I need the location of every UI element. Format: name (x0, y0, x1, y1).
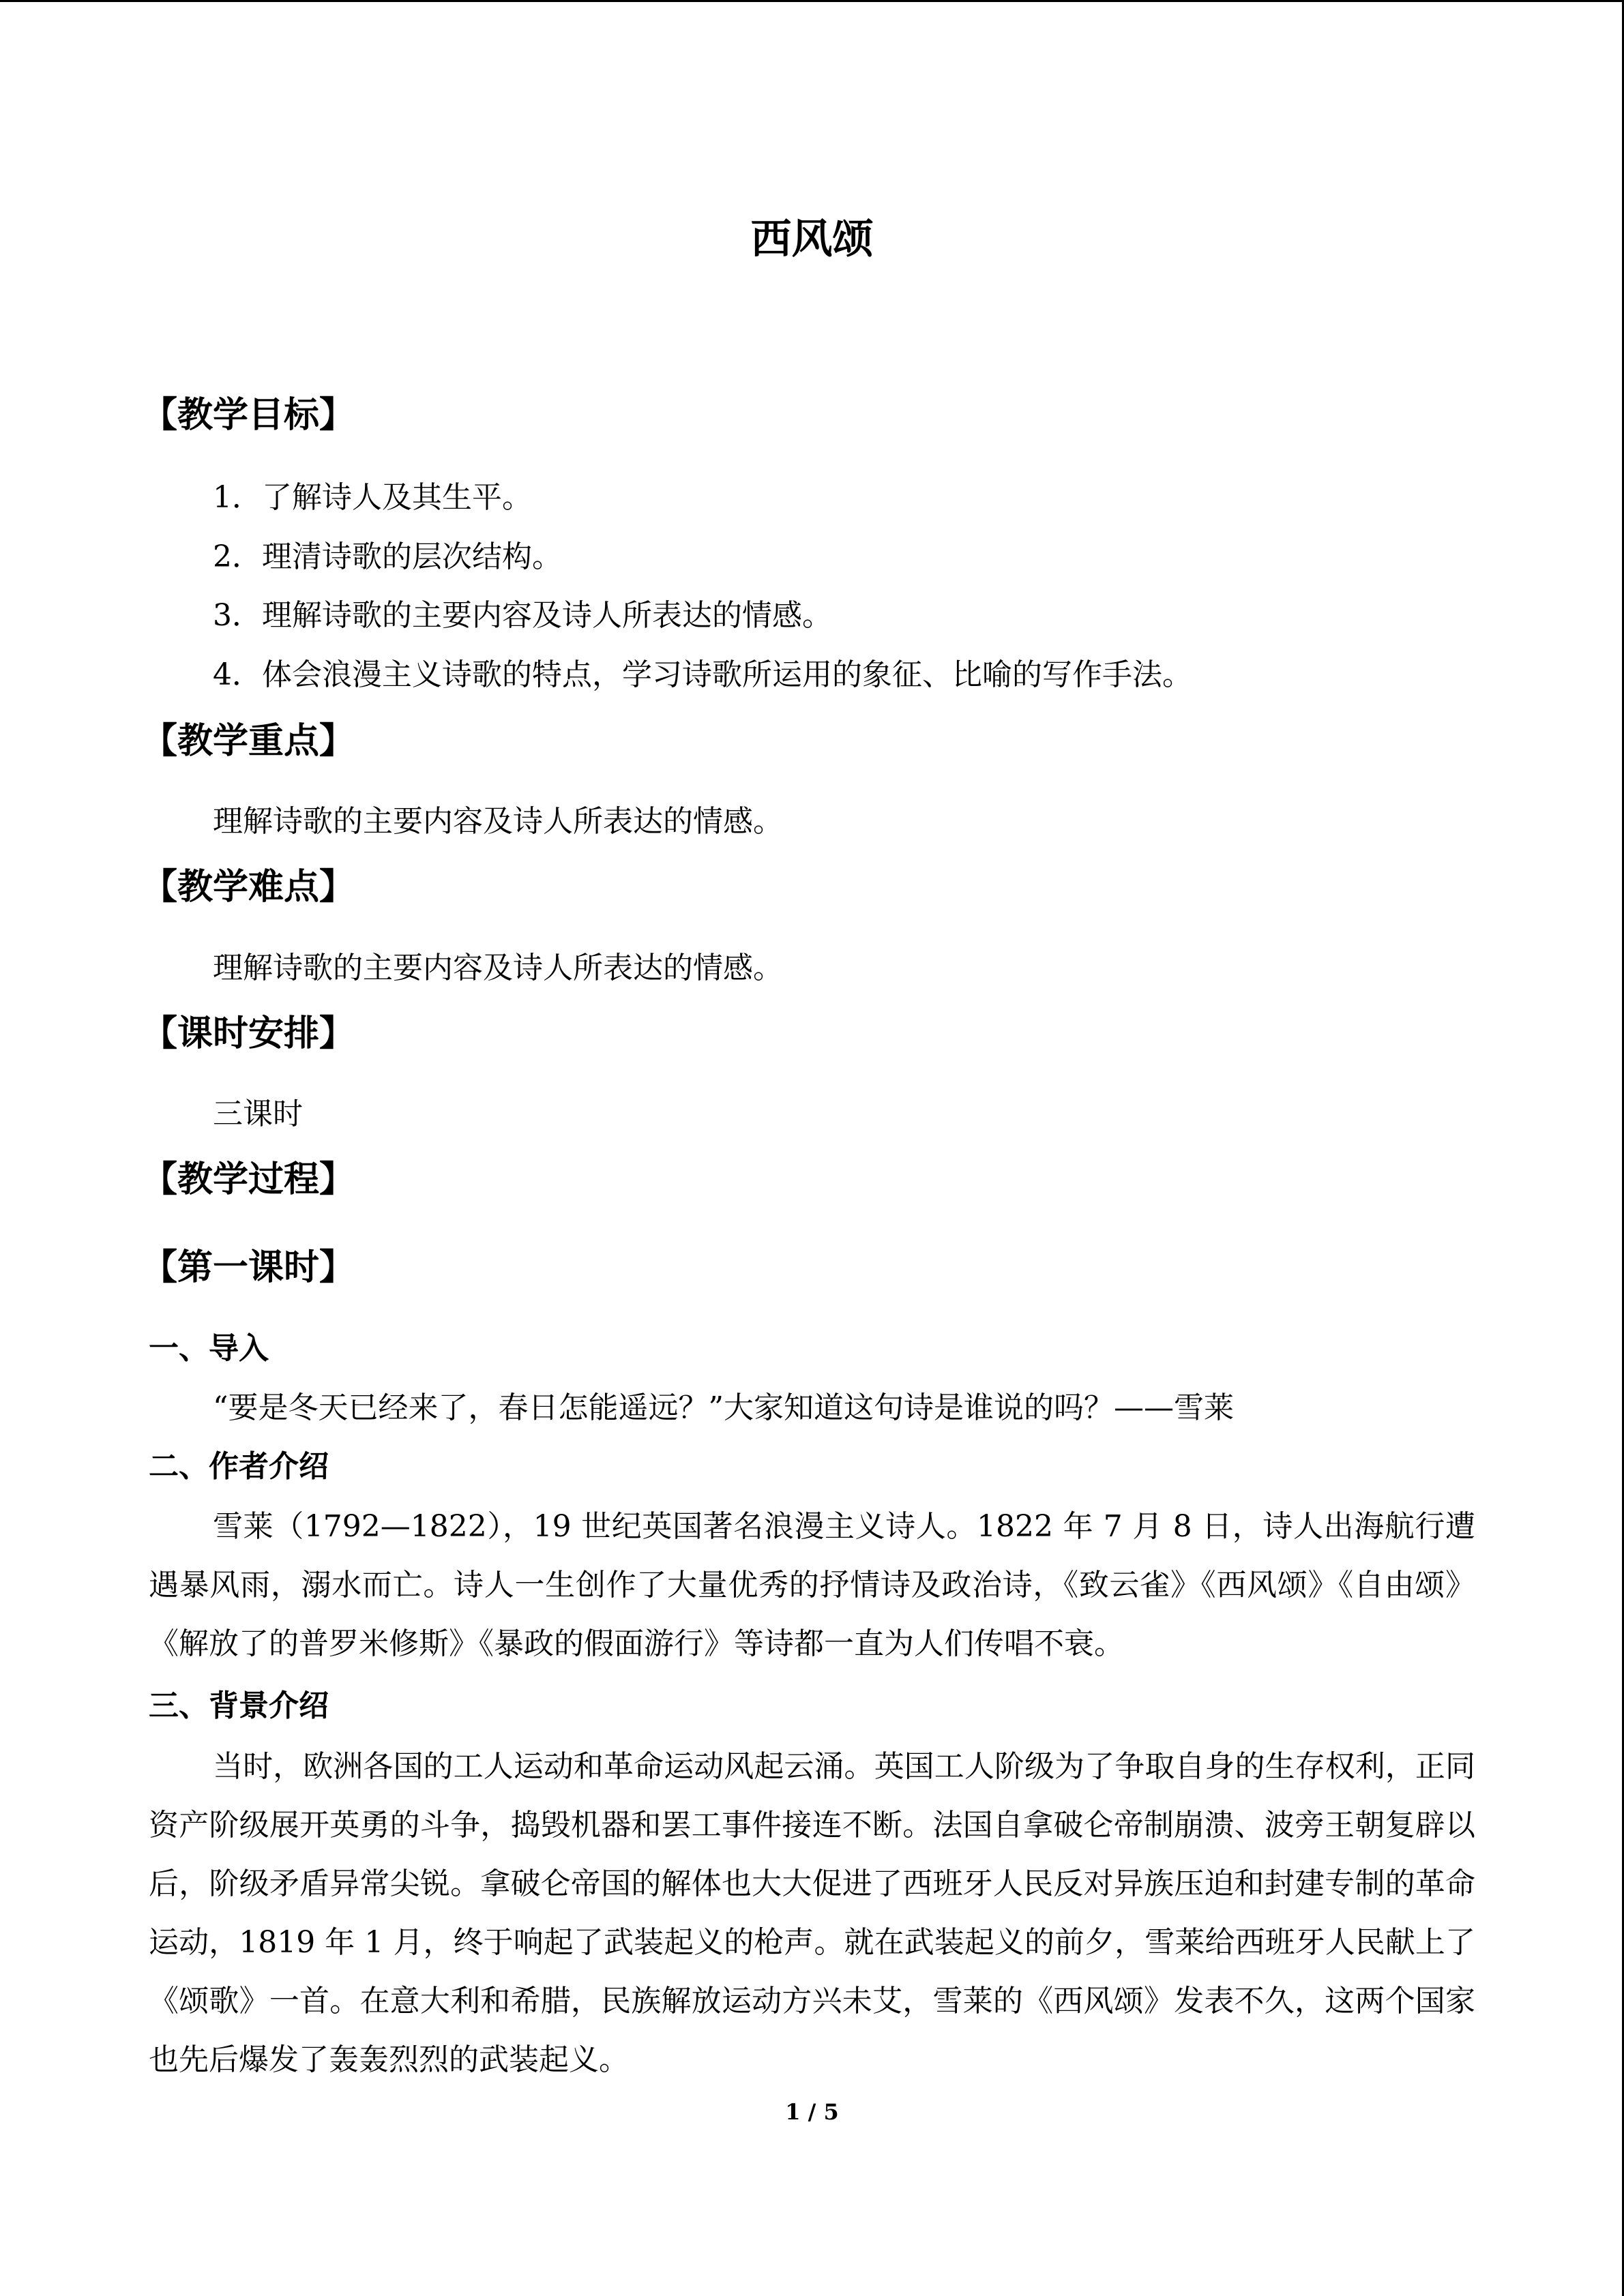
document-title: 西风颂 (750, 215, 874, 263)
heading-background: 三、背景介绍 (149, 1688, 329, 1723)
heading-key-points: 【教学重点】 (142, 721, 355, 762)
page-number: 1 / 5 (785, 2099, 839, 2125)
objective-item: 2．理清诗歌的层次结构。 (213, 539, 562, 574)
author-paragraph: 雪莱（1792—1822），19 世纪英国著名浪漫主义诗人。1822 年 7 月 8 日，诗人出海航行遭遇暴风雨，溺水而亡。诗人一生创作了大量优秀的抒情诗及政治诗，《致云雀》《西风颂》《自由颂》《解放了的普罗米修斯》《暴政的假面游行》等诗都一直为人们传唱不衰。 (149, 1509, 1475, 1661)
heading-process: 【教学过程】 (142, 1159, 355, 1200)
objective-item: 4．体会浪漫主义诗歌的特点，学习诗歌所运用的象征、比喻的写作手法。 (213, 657, 1192, 692)
schedule-text: 三课时 (213, 1097, 303, 1131)
background-paragraph: 当时，欧洲各国的工人运动和革命运动风起云涌。英国工人阶级为了争取自身的生存权利，正同资产阶级展开英勇的斗争，捣毁机器和罢工事件接连不断。法国自拿破仑帝制崩溃、波旁王朝复辟以后，阶级矛盾异常尖锐。拿破仑帝国的解体也大大促进了西班牙人民反对异族压迫和封建专制的革命运动，1819 年 1 月，终于响起了武装起义的枪声。就在武装起义的前夕，雪莱给西班牙人民献上了《颂歌》一首。在意大利和希腊，民族解放运动方兴未艾，雪莱的《西风颂》发表不久，这两个国家也先后爆发了轰轰烈烈的武装起义。 (149, 1749, 1475, 2077)
heading-first-lesson: 【第一课时】 (142, 1247, 355, 1288)
objective-item: 1．了解诗人及其生平。 (213, 480, 532, 515)
intro-text: “要是冬天已经来了，春日怎能遥远？”大家知道这句诗是谁说的吗？——雪莱 (213, 1390, 1234, 1425)
difficulties-text: 理解诗歌的主要内容及诗人所表达的情感。 (213, 951, 783, 985)
key-points-text: 理解诗歌的主要内容及诗人所表达的情感。 (213, 804, 783, 839)
heading-intro: 一、导入 (149, 1331, 269, 1366)
heading-objectives: 【教学目标】 (142, 395, 355, 436)
heading-difficulties: 【教学难点】 (142, 867, 355, 908)
heading-author: 二、作者介绍 (149, 1449, 329, 1484)
objective-item: 3．理解诗歌的主要内容及诗人所表达的情感。 (213, 598, 832, 633)
heading-schedule: 【课时安排】 (142, 1013, 355, 1054)
